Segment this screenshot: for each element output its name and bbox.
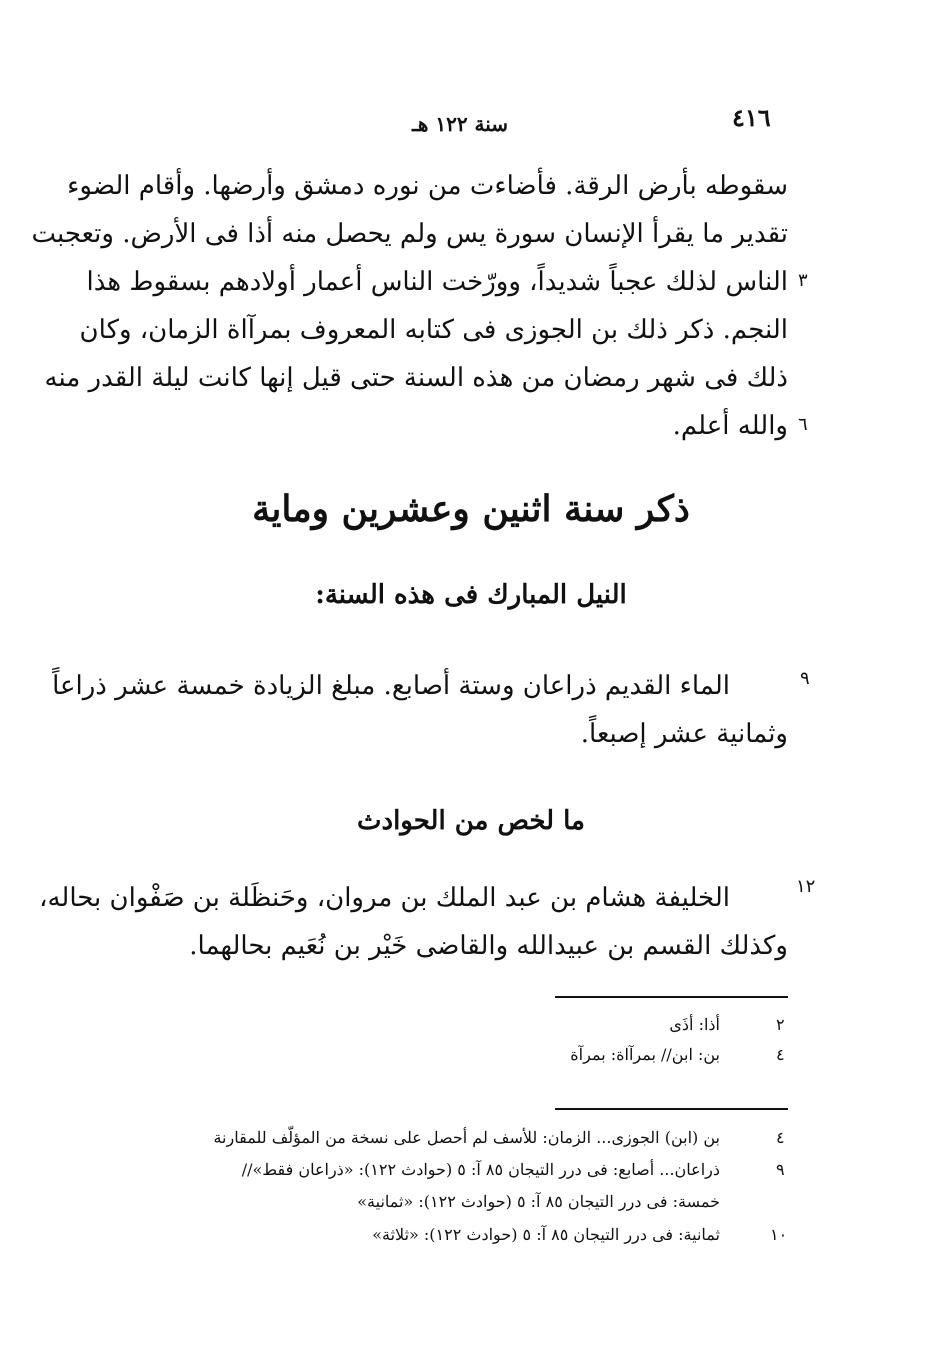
text-line: الناس لذلك عجباً شديداً، وورّخت الناس أعمار أولادهم بسقوط هذا <box>86 267 788 297</box>
line-number: ٣ <box>798 270 808 291</box>
text-line: سقوطه بأرض الرقة. فأضاءت من نوره دمشق وأرضها. وأقام الضوء <box>67 171 788 201</box>
note-text: ذراعان... أصابع: فى درر التيجان ٨٥ آ: ٥ (حوادث ١٢٢): «ذراعان فقط»// <box>241 1160 720 1179</box>
text-line: الخليفة هشام بن عبد الملك بن مروان، وحَنظَلة بن صَفْوان بحاله، <box>39 883 730 913</box>
nile-heading: النيل المبارك فى هذه السنة: <box>315 580 627 610</box>
note-line-number: ١٠ <box>770 1225 788 1244</box>
note-text: خمسة: فى درر التيجان ٨٥ آ: ٥ (حوادث ١٢٢): «ثمانية» <box>357 1192 720 1211</box>
page-number: ٤١٦ <box>732 103 771 132</box>
note-line-number: ٤ <box>776 1128 785 1147</box>
footnote-rule <box>555 1108 788 1110</box>
note-line-number: ٩ <box>776 1160 785 1179</box>
text-line: وكذلك القسم بن عبيدالله والقاضى خَيْر بن نُعَيم بحالهما. <box>189 931 788 961</box>
text-line: وثمانية عشر إصبعاً. <box>580 719 788 749</box>
text-line: الماء القديم ذراعان وستة أصابع. مبلغ الزيادة خمسة عشر ذراعاً <box>52 671 730 701</box>
running-title: سنة ١٢٢ هـ <box>411 112 509 136</box>
line-number: ١٢ <box>796 876 816 897</box>
text-line: ذلك فى شهر رمضان من هذه السنة حتى قيل إنها كانت ليلة القدر منه <box>44 363 788 393</box>
line-number: ٦ <box>798 414 808 435</box>
note-text: أذا: أذَى <box>669 1015 720 1034</box>
text-line: النجم. ذكر ذلك بن الجوزى فى كتابه المعروف بمرآاة الزمان، وكان <box>79 315 788 345</box>
footnote-rule <box>555 996 788 998</box>
note-text: بن: ابن// بمرآاة: بمرآة <box>570 1045 720 1064</box>
note-line-number: ٢ <box>776 1015 785 1034</box>
events-heading: ما لخص من الحوادث <box>357 806 585 836</box>
text-line: تقدير ما يقرأ الإنسان سورة يس ولم يحصل منه أذا فى الأرض. وتعجبت <box>31 219 788 249</box>
note-text: بن (ابن) الجوزى... الزمان: للأسف لم أحصل على نسخة من المؤلّف للمقارنة <box>213 1128 720 1147</box>
note-line-number: ٤ <box>776 1045 785 1064</box>
section-title: ذكر سنة اثنين وعشرين وماية <box>252 488 690 530</box>
note-text: ثمانية: فى درر التيجان ٨٥ آ: ٥ (حوادث ١٢٢): «ثلاثة» <box>372 1225 720 1244</box>
text-line: والله أعلم. <box>672 411 788 441</box>
line-number: ٩ <box>800 668 810 689</box>
